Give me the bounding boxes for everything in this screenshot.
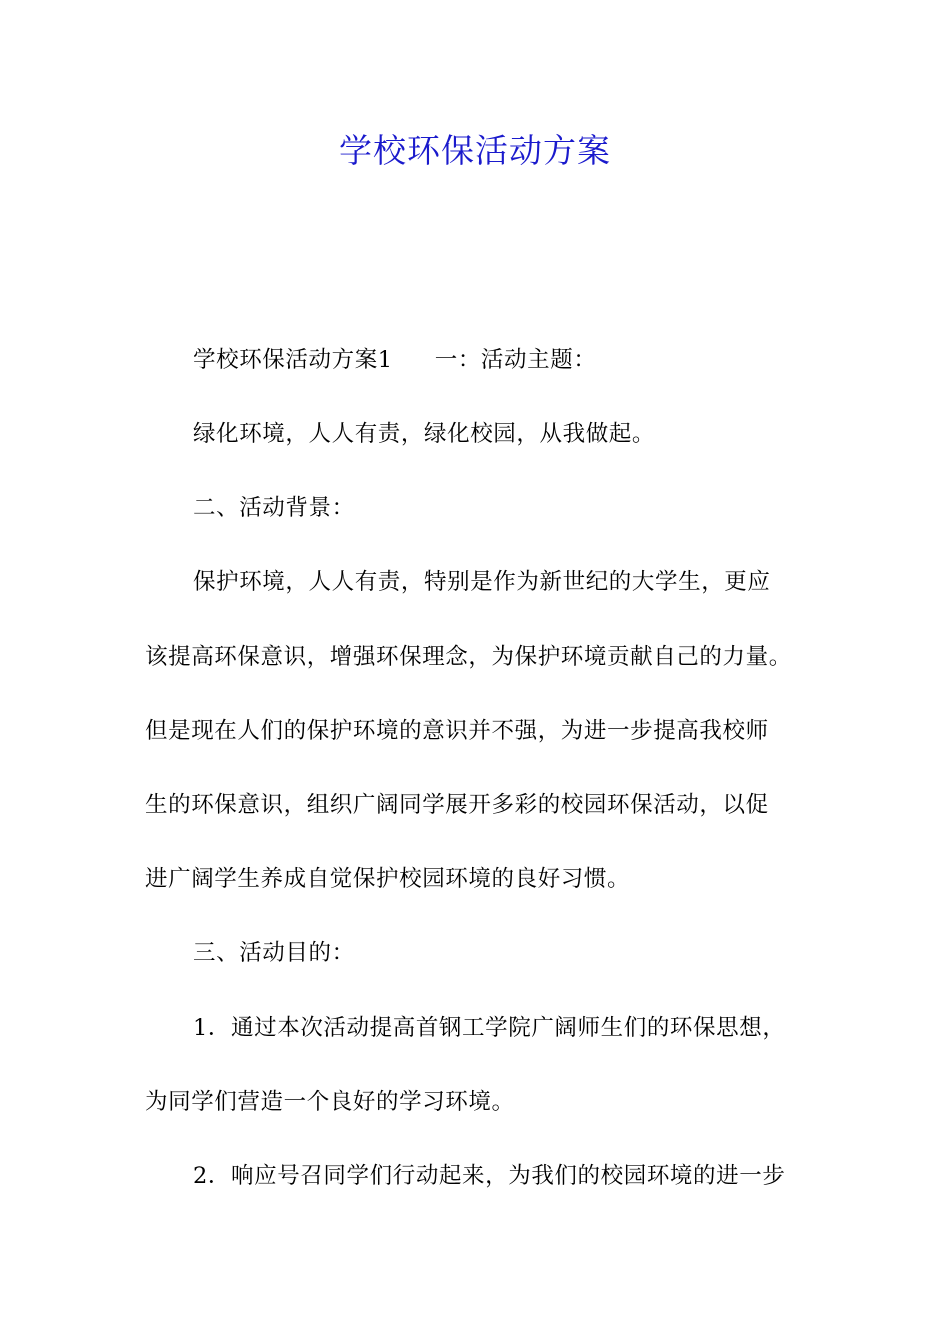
section-heading: 二、活动背景：: [193, 495, 355, 521]
paragraph-line: 进广阔学生养成自觉保护校园环境的良好习惯。: [145, 866, 631, 892]
paragraph-line: 生的环保意识，组织广阔同学展开多彩的校园环保活动，以促: [145, 792, 769, 818]
paragraph-line: 绿化环境，人人有责，绿化校园，从我做起。: [193, 421, 656, 447]
document-title: 学校环保活动方案: [339, 131, 611, 170]
paragraph-line: [193, 344, 833, 376]
paragraph-line: 1．通过本次活动提高首钢工学院广阔师生们的环保思想，: [193, 1015, 786, 1041]
section-heading-theme: 一：活动主题：: [434, 347, 597, 373]
paragraph-line: 为同学们营造一个良好的学习环境。: [145, 1089, 515, 1115]
section-heading: 三、活动目的：: [193, 940, 355, 966]
paragraph-line: 但是现在人们的保护环境的意识并不强，为进一步提高我校师: [145, 718, 769, 744]
section-heading-plan: 学校环保活动方案1: [193, 347, 393, 373]
paragraph-line: 保护环境，人人有责，特别是作为新世纪的大学生，更应: [193, 569, 771, 595]
paragraph-line: 该提高环保意识，增强环保理念，为保护环境贡献自己的力量。: [145, 644, 792, 670]
paragraph-line: 2．响应号召同学们行动起来，为我们的校园环境的进一步: [193, 1163, 786, 1189]
